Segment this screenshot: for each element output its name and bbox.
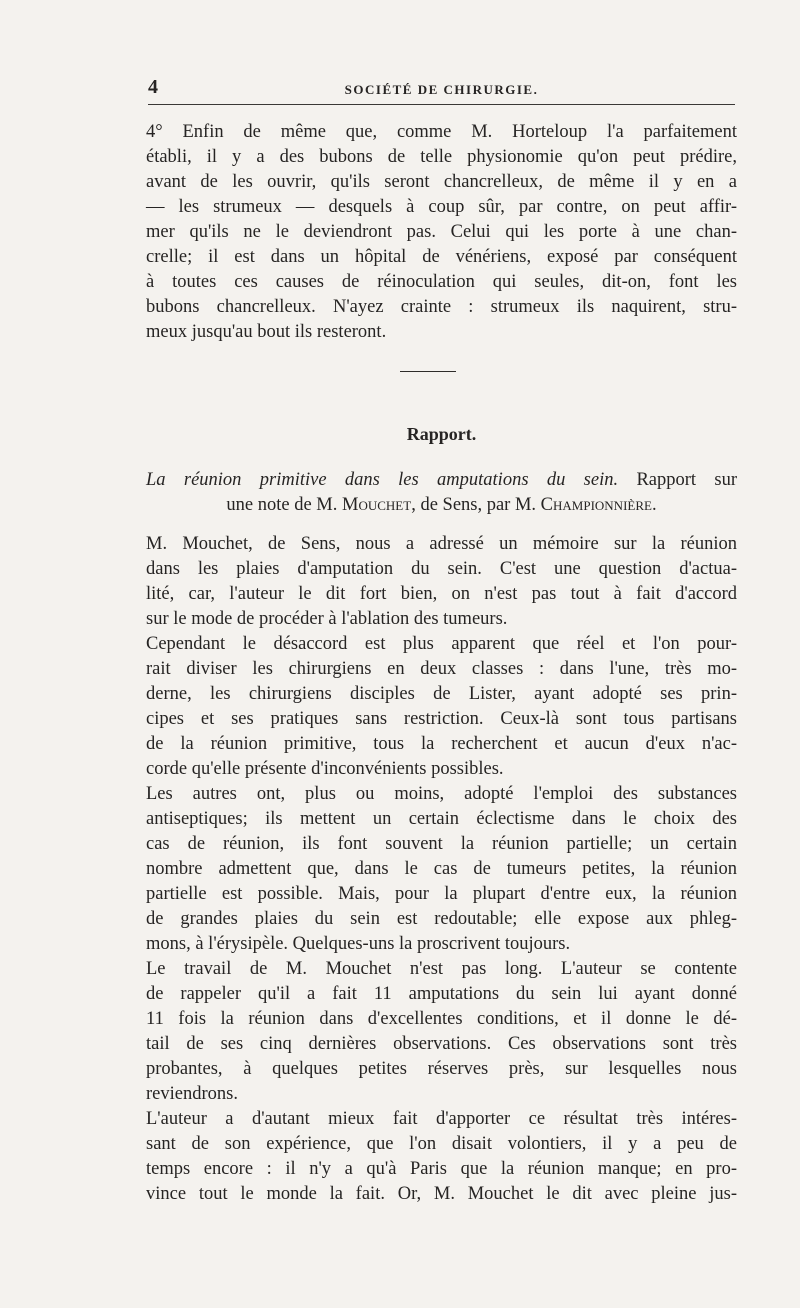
section-divider <box>400 371 456 372</box>
paragraph <box>146 632 737 782</box>
paragraph <box>146 1107 737 1207</box>
text-line: mer qu'ils ne le deviendront pas. Celui qui les porte à une chan- <box>146 222 737 242</box>
report-title-italic: La réunion primitive dans les amputations du sein. <box>146 470 619 490</box>
text-line: Le travail de M. Mouchet n'est pas long. L'auteur se contente <box>146 959 737 979</box>
report-title <box>146 468 737 518</box>
text-line: tail de ses cinq dernières observations. Ces observations sont très <box>146 1034 737 1054</box>
page-number: 4 <box>148 76 158 98</box>
text-line: établi, il y a des bubons de telle physionomie qu'on peut prédire, <box>146 147 737 167</box>
intro-paragraph <box>146 120 737 345</box>
report-title-prefix: une note de M. <box>226 495 343 515</box>
report-reporter: Championnière <box>540 495 652 515</box>
text-line: de la réunion primitive, tous la recherchent et aucun d'eux n'ac- <box>146 734 737 754</box>
text-line: sant de son expérience, que l'on disait volontiers, il y a peu de <box>146 1134 737 1154</box>
text-line: partielle est possible. Mais, pour la plupart d'entre eux, la réunion <box>146 884 737 904</box>
running-head: SOCIÉTÉ DE CHIRURGIE. <box>344 82 539 97</box>
report-title-suffix: . <box>651 495 657 515</box>
report-title-rest: Rapport sur <box>618 470 737 490</box>
text-line: de rappeler qu'il a fait 11 amputations du sein lui ayant donné <box>146 984 737 1004</box>
text-line: sur le mode de procéder à l'ablation des tumeurs. <box>146 609 508 629</box>
header-rule <box>148 104 735 105</box>
paragraph <box>146 782 737 957</box>
text-line: corde qu'elle présente d'inconvénients possibles. <box>146 759 504 779</box>
text-line: crelle; il est dans un hôpital de vénériens, exposé par conséquent <box>146 247 737 267</box>
text-line: L'auteur a d'autant mieux fait d'apporter ce résultat très intéres- <box>146 1109 737 1129</box>
page-header <box>148 74 735 102</box>
text-line: mons, à l'érysipèle. Quelques-uns la proscrivent toujours. <box>146 934 571 954</box>
text-line: nombre admettent que, dans le cas de tumeurs petites, la réunion <box>146 859 737 879</box>
text-line: derne, les chirurgiens disciples de Lister, ayant adopté ses prin- <box>146 684 737 704</box>
text-line: meux jusqu'au bout ils resteront. <box>146 322 387 342</box>
text-line: 11 fois la réunion dans d'excellentes conditions, et il donne le dé- <box>146 1009 737 1029</box>
paragraph <box>146 532 737 632</box>
text-line: à toutes ces causes de réinoculation qui seules, dit-on, font les <box>146 272 737 292</box>
text-line: probantes, à quelques petites réserves près, sur lesquelles nous <box>146 1059 737 1079</box>
text-line: bubons chancrelleux. N'ayez crainte : strumeux ils naquirent, stru- <box>146 297 737 317</box>
report-title-line-2 <box>146 493 737 518</box>
report-title-middle: , de Sens, par M. <box>411 495 541 515</box>
paragraph <box>146 957 737 1107</box>
text-line: — les strumeux — desquels à coup sûr, par contre, on peut affir- <box>146 197 737 217</box>
report-title-line-1 <box>146 468 737 493</box>
text-line: de grandes plaies du sein est redoutable; elle expose aux phleg- <box>146 909 737 929</box>
text-line: avant de les ouvrir, qu'ils seront chancrelleux, de même il y en a <box>146 172 737 192</box>
text-line: antiseptiques; ils mettent un certain éclectisme dans le choix des <box>146 809 737 829</box>
text-line: cas de réunion, ils font souvent la réunion partielle; un certain <box>146 834 737 854</box>
text-line: Les autres ont, plus ou moins, adopté l'emploi des substances <box>146 784 737 804</box>
section-title: Rapport. <box>406 424 477 444</box>
text-line: reviendrons. <box>146 1084 238 1104</box>
text-line: lité, car, l'auteur le dit fort bien, on n'est pas tout à fait d'accord <box>146 584 737 604</box>
text-line: dans les plaies d'amputation du sein. C'est une question d'actua- <box>146 559 737 579</box>
report-body <box>146 532 737 1207</box>
text-line: M. Mouchet, de Sens, nous a adressé un mémoire sur la réunion <box>146 534 737 554</box>
text-line: rait diviser les chirurgiens en deux classes : dans l'une, très mo- <box>146 659 737 679</box>
text-line: Cependant le désaccord est plus apparent que réel et l'on pour- <box>146 634 737 654</box>
report-author: Mouchet <box>342 495 412 515</box>
text-line: 4° Enfin de même que, comme M. Horteloup l'a parfaitement <box>146 122 737 142</box>
text-line: vince tout le monde la fait. Or, M. Mouchet le dit avec pleine jus- <box>146 1184 737 1204</box>
text-line: temps encore : il n'y a qu'à Paris que la réunion manque; en pro- <box>146 1159 737 1179</box>
text-line: cipes et ses pratiques sans restriction. Ceux-là sont tous partisans <box>146 709 737 729</box>
